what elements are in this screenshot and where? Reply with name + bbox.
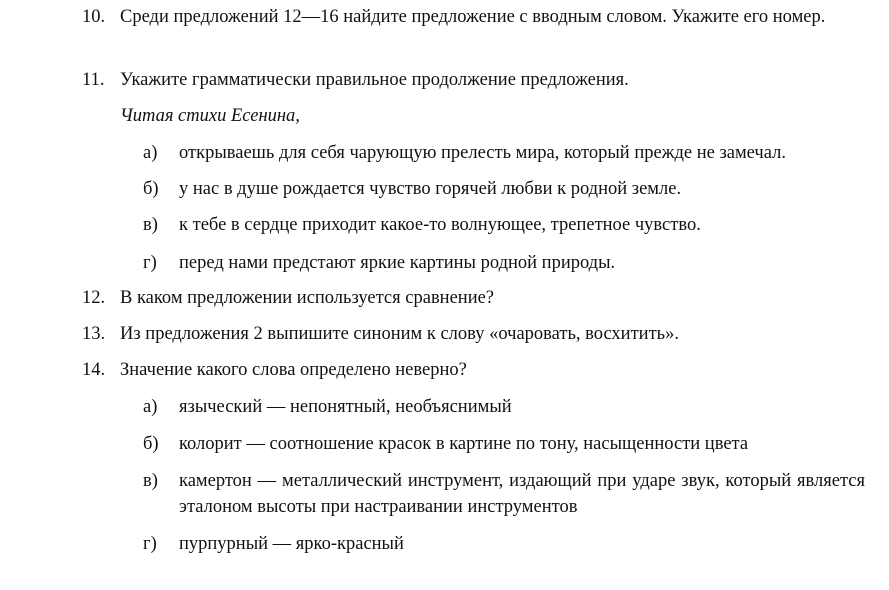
question-12 bbox=[82, 285, 865, 311]
answer-option bbox=[143, 468, 865, 520]
answer-option bbox=[143, 394, 865, 420]
question-11 bbox=[82, 67, 865, 93]
question-13 bbox=[82, 321, 865, 347]
option-letter: г) bbox=[143, 253, 157, 273]
answer-option bbox=[143, 431, 865, 457]
option-text: к тебе в сердце приходит какое-то волнующее, трепетное чувство. bbox=[179, 215, 701, 235]
option-text: языческий — непонятный, необъяснимый bbox=[179, 397, 512, 417]
option-text: у нас в душе рождается чувство горячей любви к родной земле. bbox=[179, 179, 682, 199]
answer-option bbox=[143, 176, 865, 202]
question-number: 10. bbox=[82, 7, 106, 27]
question-text: Укажите грамматически правильное продолжение предложения. bbox=[120, 70, 629, 90]
question-text: В каком предложении используется сравнение? bbox=[120, 288, 495, 308]
sentence-start: Читая стихи Есенина, bbox=[120, 106, 300, 126]
option-text: перед нами предстают яркие картины родной природы. bbox=[179, 253, 616, 273]
option-letter: б) bbox=[143, 434, 159, 454]
question-text: Значение какого слова определено неверно? bbox=[120, 360, 467, 380]
option-letter: а) bbox=[143, 143, 158, 163]
option-letter: г) bbox=[143, 534, 157, 554]
option-text: колорит — соотношение красок в картине по тону, насыщенности цвета bbox=[179, 434, 749, 454]
option-letter: в) bbox=[143, 471, 158, 491]
question-number: 11. bbox=[82, 70, 105, 90]
option-letter: б) bbox=[143, 179, 159, 199]
question-number: 12. bbox=[82, 288, 106, 308]
answer-option bbox=[143, 531, 865, 557]
question-text: Из предложения 2 выпишите синоним к слову «очаровать, восхитить». bbox=[120, 324, 679, 344]
question-text: Среди предложений 12—16 найдите предложение с вводным словом. Укажите его номер. bbox=[120, 7, 826, 27]
question-14 bbox=[82, 357, 865, 383]
answer-option bbox=[143, 212, 865, 238]
answer-option bbox=[143, 140, 865, 166]
question-number: 13. bbox=[82, 324, 106, 344]
option-letter: а) bbox=[143, 397, 158, 417]
option-letter: в) bbox=[143, 215, 158, 235]
option-text: пурпурный — ярко-красный bbox=[179, 534, 404, 554]
question-10 bbox=[82, 4, 865, 30]
option-text: камертон — металлический инструмент, издающий при ударе звук, который является эталоном высоты при настраивании инструментов bbox=[179, 471, 865, 517]
answer-option bbox=[143, 250, 865, 276]
question-number: 14. bbox=[82, 360, 106, 380]
option-text: открываешь для себя чарующую прелесть мира, который прежде не замечал. bbox=[179, 143, 786, 163]
